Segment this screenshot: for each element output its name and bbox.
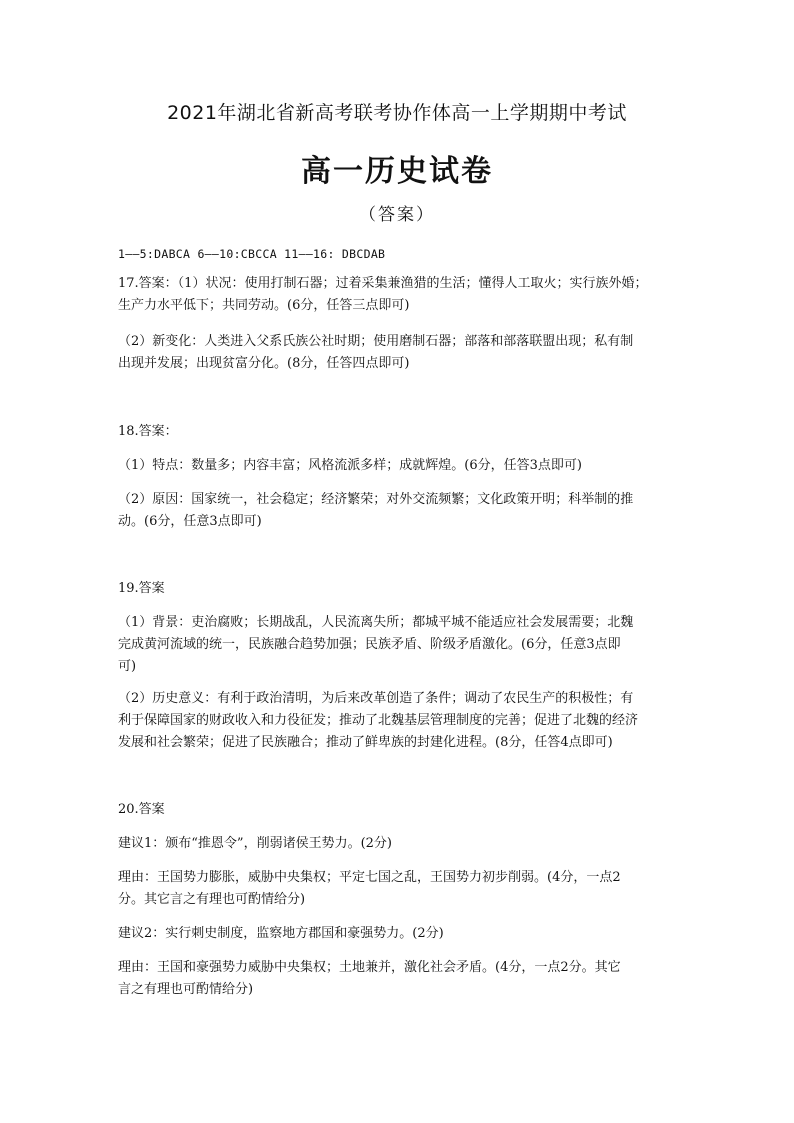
q17-line-4: 出现并发展；出现贫富分化。(8分，任答四点即可) bbox=[118, 356, 410, 371]
q19-heading: 19.答案 bbox=[118, 581, 165, 596]
q19-line-5: 利于保障国家的财政收入和力役征发；推动了北魏基层管理制度的完善；促进了北魏的经济 bbox=[118, 713, 639, 728]
q19-line-6: 发展和社会繁荣；促进了民族融合；推动了鲜卑族的封建化进程。(8分，任答4点即可) bbox=[118, 735, 613, 750]
q19-line-1: （1）背景：吏治腐败；长期战乱，人民流离失所；都城平城不能适应社会发展需要；北魏 bbox=[118, 615, 634, 630]
q17-line-3: （2）新变化：人类进入父系氏族公社时期；使用磨制石器；部落和部落联盟出现；私有制 bbox=[118, 334, 634, 349]
q19-line-2: 完成黄河流域的统一，民族融合趋势加强；民族矛盾、阶级矛盾激化。(6分，任意3点即 bbox=[118, 637, 621, 652]
q20-line-5: 理由：王国和豪强势力威胁中央集权；土地兼并，激化社会矛盾。(4分，一点2分。其它 bbox=[118, 960, 621, 975]
q20-line-6: 言之有理也可酌情给分) bbox=[118, 982, 254, 997]
q20-line-3: 分。其它言之有理也可酌情给分) bbox=[118, 892, 306, 907]
subject-title: 高一历史试卷 bbox=[301, 154, 493, 189]
q17-line-1: 17.答案：（1）状况：使用打制石器；过着采集兼渔猎的生活；懂得人工取火；实行族外婚； bbox=[118, 276, 648, 291]
q20-line-1: 建议1：颁布“推恩令”，削弱诸侯王势力。(2分) bbox=[118, 836, 392, 851]
q18-line-3: 动。(6分，任意3点即可) bbox=[118, 514, 262, 529]
multiple-choice-answers: 1——5:DABCA 6——10:CBCCA 11——16: DBCDAB bbox=[118, 247, 386, 261]
q18-line-2: （2）原因：国家统一，社会稳定；经济繁荣；对外交流频繁；文化政策开明；科举制的推 bbox=[118, 492, 634, 507]
q19-line-4: （2）历史意义：有利于政治清明，为后来改革创造了条件；调动了农民生产的积极性；有 bbox=[118, 691, 634, 706]
q20-heading: 20.答案 bbox=[118, 802, 165, 817]
answer-tag: （答案） bbox=[359, 205, 435, 225]
q19-line-3: 可) bbox=[118, 659, 137, 674]
q18-line-1: （1）特点：数量多；内容丰富；风格流派多样；成就辉煌。(6分，任答3点即可) bbox=[118, 458, 582, 473]
q20-line-2: 理由：王国势力膨胀，威胁中央集权；平定七国之乱，王国势力初步削弱。(4分，一点2 bbox=[118, 870, 621, 885]
q17-line-2: 生产力水平低下；共同劳动。(6分，任答三点即可) bbox=[118, 298, 410, 313]
q18-heading: 18.答案： bbox=[118, 424, 178, 439]
q20-line-4: 建议2：实行刺史制度，监察地方郡国和豪强势力。(2分) bbox=[118, 926, 444, 941]
exam-title: 2021年湖北省新高考联考协作体高一上学期期中考试 bbox=[167, 102, 627, 124]
